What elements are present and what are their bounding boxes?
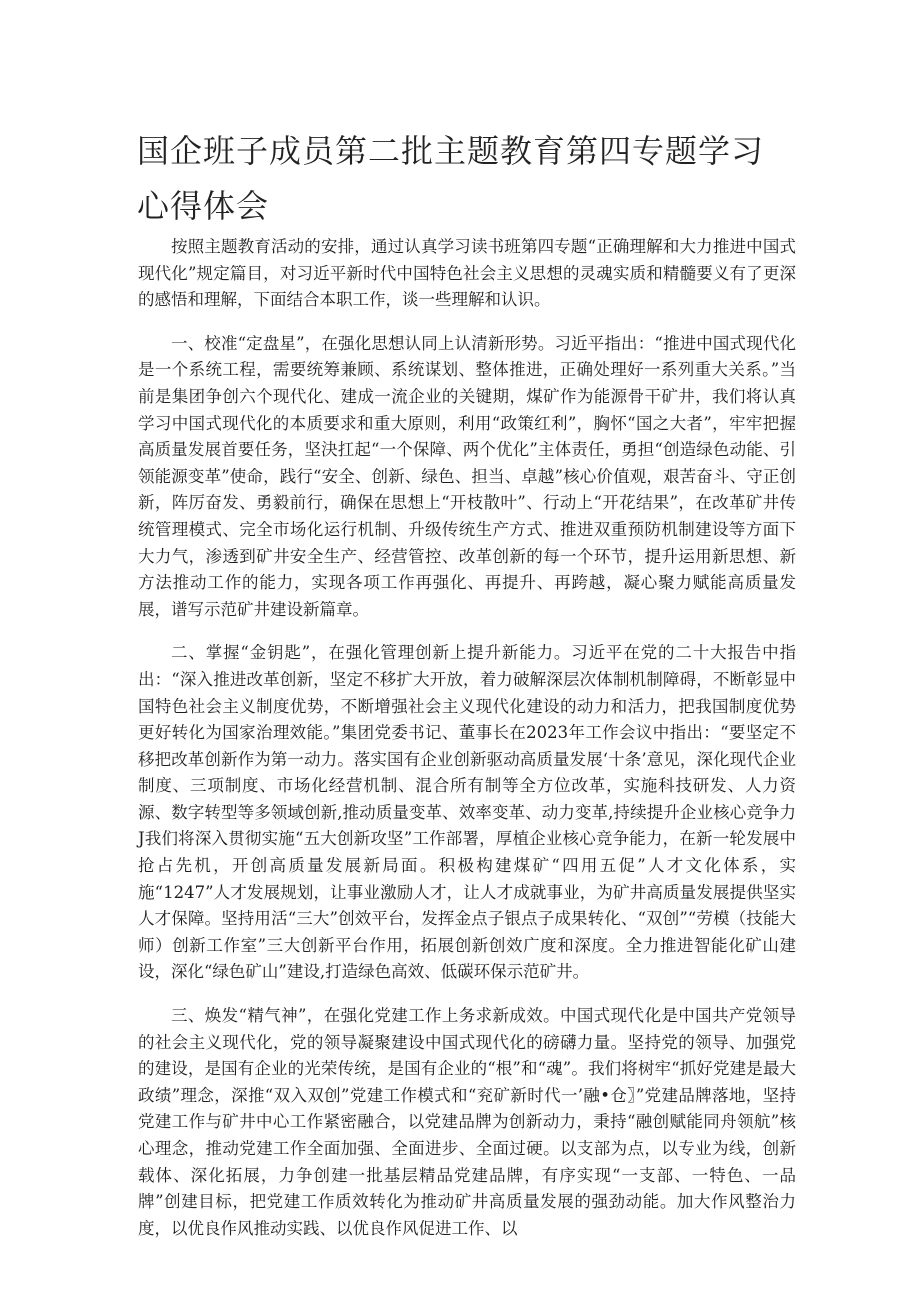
- document-body: [138, 234, 796, 1259]
- paragraph-section-two: 二、掌握“金钥匙”，在强化管理创新上提升新能力。习近平在党的二十大报告中指出：“深入推进改革创新，坚定不移扩大开放，着力破解深层次体制机制障碍，不断彰显中国特色社会主义制度优势，不断增强社会主义现代化建设的动力和活力，把我国制度优势更好转化为国家治理效能。”集团党委书记、董事长在2023年工作会议中指出：“要坚定不移把改革创新作为第一动力。落实国有企业创新驱动高质量发展‘十条’意见，深化现代企业制度、三项制度、市场化经营机制、混合所有制等全方位改革，实施科技研发、人力资源、数字转型等多领域创新,推动质量变革、效率变革、动力变革,持续提升企业核心竞争力J我们将深入贯彻实施“五大创新攻坚”工作部署，厚植企业核心竞争能力，在新一轮发展中抢占先机，开创高质量发展新局面。积极构建煤矿“四用五促”人才文化体系，实施“1247”人才发展规划，让事业激励人才，让人才成就事业，为矿井高质量发展提供坚实人才保障。坚持用活“三大”创效平台，发挥金点子银点子成果转化、“双创”“劳模（技能大师）创新工作室”三大创新平台作用，拓展创新创效广度和深度。全力推进智能化矿山建设，深化“绿色矿山”建设,打造绿色高效、低碳环保示范矿井。: [138, 643, 796, 982]
- paragraph-section-one: 一、校准“定盘星”，在强化思想认同上认清新形势。习近平指出：“推进中国式现代化是一个系统工程，需要统筹兼顾、系统谋划、整体推进，正确处理好一系列重大关系。”当前是集团争创六个现代化、建成一流企业的关键期，煤矿作为能源骨干矿井，我们将认真学习中国式现代化的本质要求和重大原则，利用“政策红利”，胸怀“国之大者”，牢牢把握高质量发展首要任务，坚決扛起“一个保障、两个优化”主体责任，勇担“创造绿色动能、引领能源变革”使命，践行“安全、创新、绿色、担当、卓越”核心价值观，艰苦奋斗、守正创新，阵厉奋发、勇毅前行，确保在思想上“开枝散叶”、行动上“开花结果”，在改革矿井传统管理模式、完全市场化运行机制、升级传统生产方式、推进双重预防机制建设等方面下大力气，渗透到矿井安全生产、经营管控、改革创新的每一个环节，提升运用新思想、新方法推动工作的能力，实现各项工作再强化、再提升、再跨越，凝心聚力赋能高质量发展，谱写示范矿井建设新篇章。: [138, 333, 796, 619]
- paragraph-section-three: 三、焕发“精气神”，在强化党建工作上务求新成效。中国式现代化是中国共产党领导的社会主义现代化，党的领导凝聚建设中国式现代化的磅礴力量。坚持党的领导、加强党的建设，是国有企业的光荣传统，是国有企业的“根”和“魂”。我们将树牢“抓好党建是最大政绩”理念，深推“双入双创”党建工作模式和“兖矿新时代一’融•仓〗”党建品牌落地，坚持党建工作与矿井中心工作紧密融合，以党建品牌为创新动力，秉持“融创赋能同舟领航”核心理念，推动党建工作全面加强、全面进步、全面过硬。以支部为点，以专业为线，创新载体、深化拓展，力争创建一批基层精品党建品牌，有序实现“一支部、一特色、一品牌”创建目标，把党建工作质效转化为推动矿井高质量发展的强劲动能。加大作风整治力度，以优良作风推动实践、以优良作风促进工作、以: [138, 1006, 796, 1238]
- document-title: 国企班子成员第二批主题教育第四专题学习心得体会: [137, 132, 765, 225]
- paragraph-intro: 按照主题教育活动的安排，通过认真学习读书班第四专题“正确理解和大力推进中国式现代化”规定篇目，对习近平新时代中国特色社会主义思想的灵魂实质和精髓要义有了更深的感悟和理解，下面结合本职工作，谈一些理解和认识。: [138, 237, 796, 310]
